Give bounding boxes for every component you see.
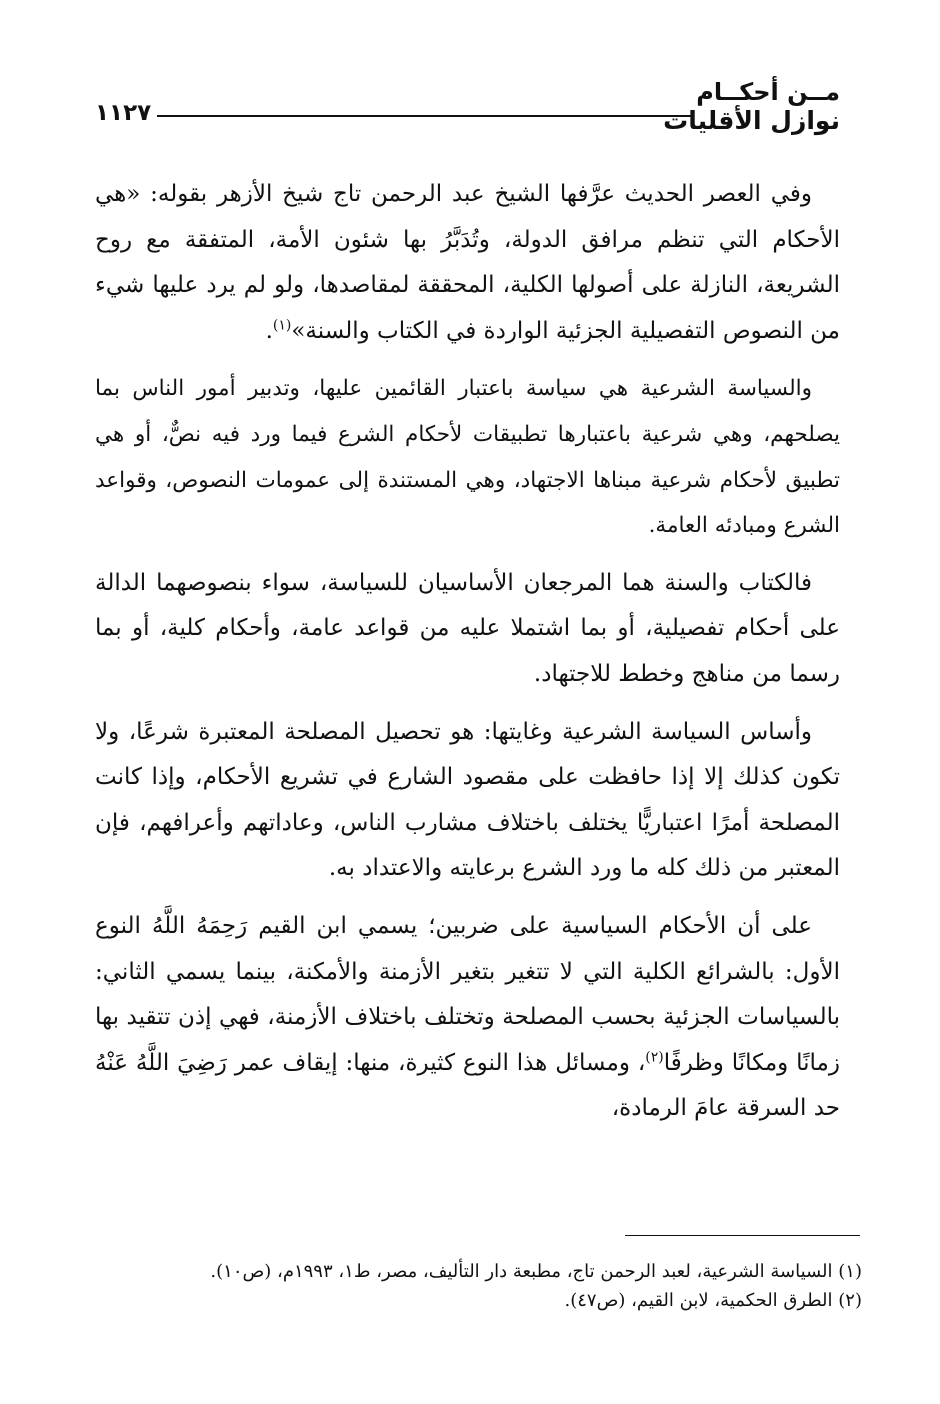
running-header <box>95 78 840 148</box>
paragraph-1 <box>95 172 840 354</box>
paragraph-text: على أن الأحكام السياسية على ضربين؛ يسمي ابن القيم رَحِمَهُ اللَّهُ النوع الأول: بالشرائع الكلية التي لا تتغير بتغير الأزمنة والأمكنة، بينما يسمي الثاني: بالسياسات الجزئية بحسب المصلحة وتختلف باختلاف الأزمنة، فهي إذن تتقيد بها زمانًا ومكانًا وظرفًا <box>95 912 840 1076</box>
book-title <box>663 78 840 136</box>
paragraph-5 <box>95 904 840 1132</box>
paragraph-3 <box>95 561 840 698</box>
footnote-ref-1[interactable]: (١) <box>272 317 292 334</box>
footnotes <box>95 1257 862 1315</box>
footnote-2: (٢) الطرق الحكمية، لابن القيم، (ص٤٧). <box>564 1290 862 1311</box>
paragraph-text: فالكتاب والسنة هما المرجعان الأساسيان للسياسة، سواء بنصوصهما الدالة على أحكام تفصيلية، أو بما اشتملا عليه من قواعد عامة، وأحكام كلية، أو بما رسما من مناهج وخطط للاجتهاد. <box>95 569 840 687</box>
paragraph-4 <box>95 710 840 892</box>
paragraph-text: وفي العصر الحديث عرَّفها الشيخ عبد الرحمن تاج شيخ الأزهر بقوله: «هي الأحكام التي تنظم مرافق الدولة، وتُدَبَّرُ بها شئون الأمة، المتفقة مع روح الشريعة، النازلة على أصولها الكلية، المحققة لمقاصدها، ولو لم يرد عليها شيء من النصوص التفصيلية الجزئية الواردة في الكتاب والسنة» <box>95 181 840 344</box>
paragraph-text: والسياسة الشرعية هي سياسة باعتبار القائمين عليها، وتدبير أمور الناس بما يصلحهم، وهي شرعية باعتبارها تطبيقات لأحكام الشرع فيما ورد فيه نصٌّ، أو هي تطبيق لأحكام شرعية مبناها الاجتهاد، وهي المستندة إلى عمومات النصوص، وقواعد الشرع ومبادئه العامة. <box>95 376 840 539</box>
footnote-ref-2[interactable]: (٢) <box>645 1049 664 1066</box>
paragraph-2 <box>95 366 840 548</box>
header-rule <box>157 115 692 117</box>
book-title-line-2: نوازل الأقليات <box>663 106 840 136</box>
footnote-1: (١) السياسة الشرعية، لعبد الرحمن تاج، مطبعة دار التأليف، مصر، ط١، ١٩٩٣م، (ص١٠). <box>210 1261 862 1282</box>
paragraph-tail: ، ومسائل هذا النوع كثيرة، منها: إيقاف عمر رَضِيَ اللَّهُ عَنْهُ حد السرقة عامَ الرمادة، <box>95 1049 840 1122</box>
footnote-separator <box>625 1235 860 1236</box>
body-text <box>95 172 840 1132</box>
book-title-line-1: مــن أحكــام <box>696 78 840 106</box>
paragraph-text: وأساس السياسة الشرعية وغايتها: هو تحصيل المصلحة المعتبرة شرعًا، ولا تكون كذلك إلا إذا حافظت على مقصود الشارع في تشريع الأحكام، وإذا كانت المصلحة أمرًا اعتباريًّا يختلف باختلاف مشارب الناس، وعاداتهم وأعرافهم، فإن المعتبر من ذلك كله ما ورد الشرع برعايته والاعتداد به. <box>95 718 840 882</box>
paragraph-tail: . <box>265 317 273 344</box>
page-number: ١١٢٧ <box>95 100 152 126</box>
